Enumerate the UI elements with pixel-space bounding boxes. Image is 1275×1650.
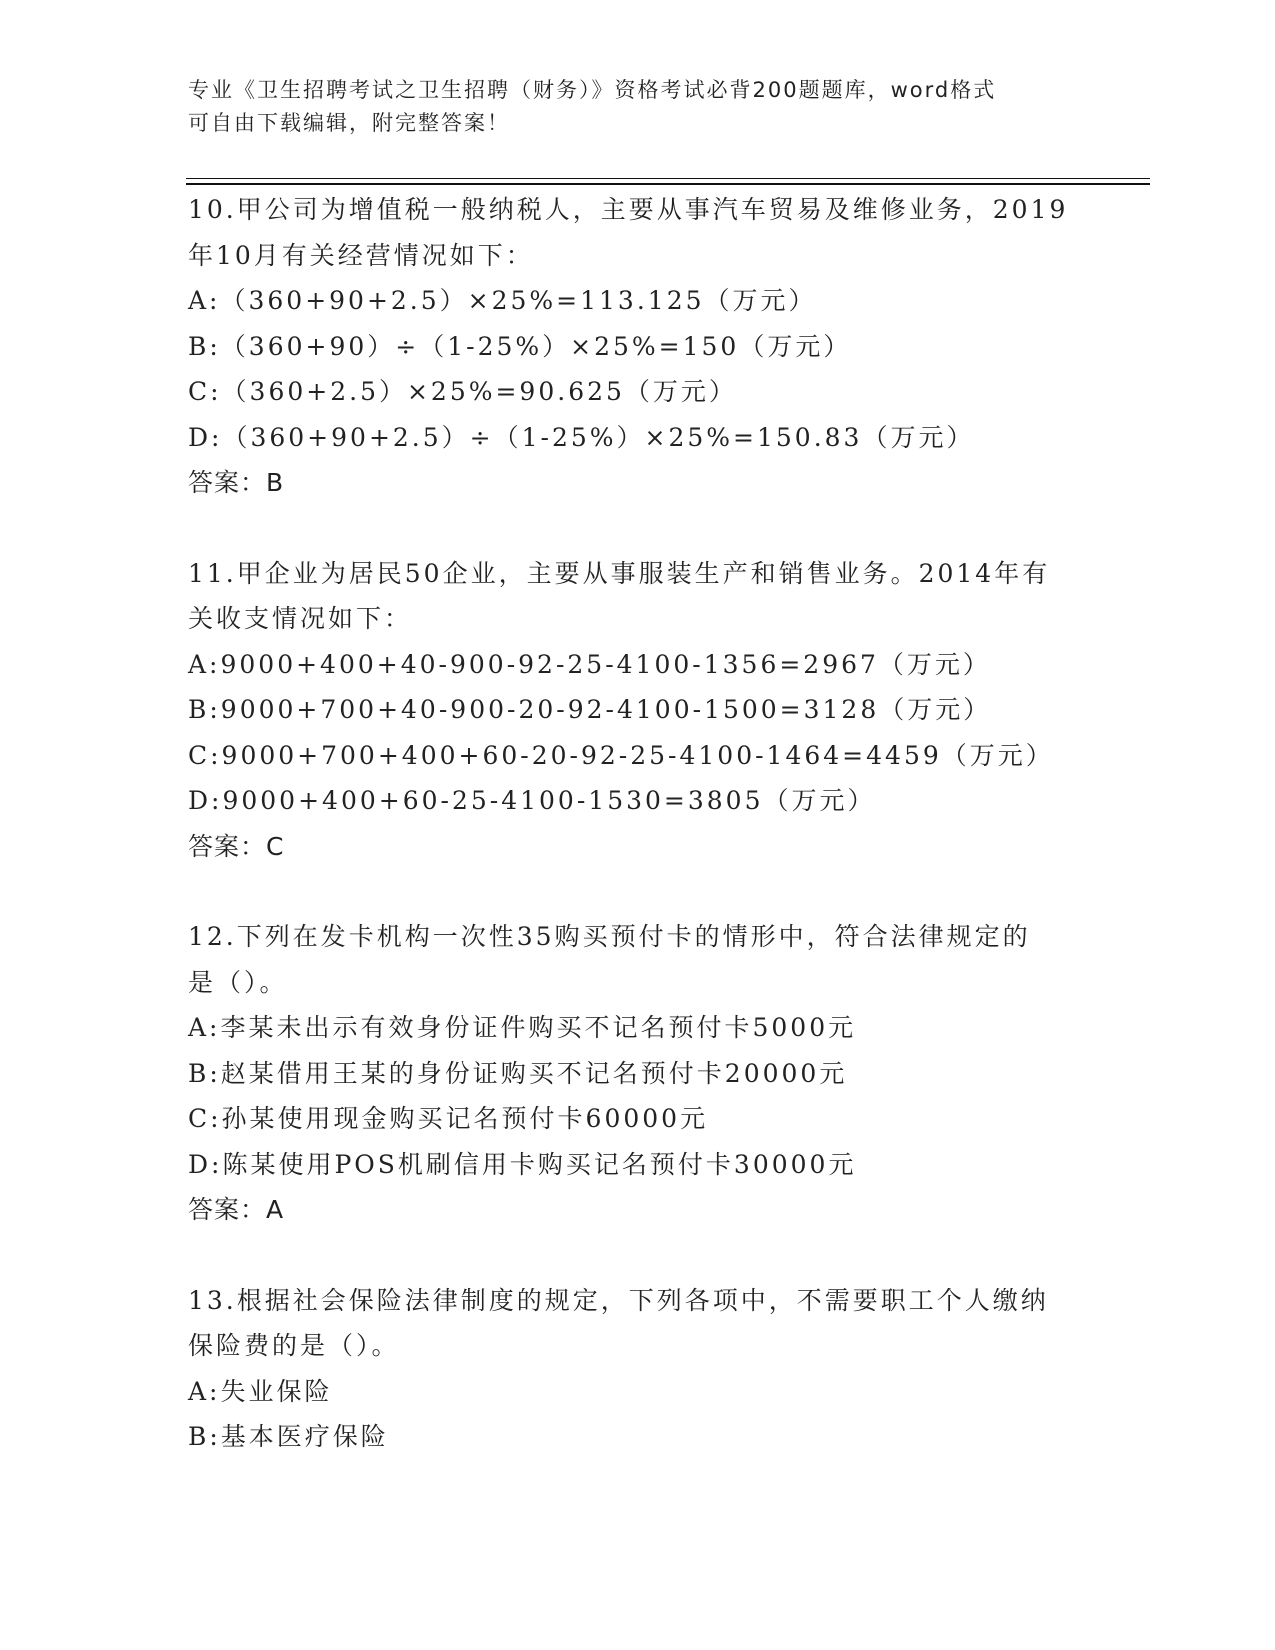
- answer-label: 答案：A: [188, 1195, 285, 1224]
- header-divider-thick: [186, 183, 1150, 185]
- question-list: [188, 187, 1088, 1505]
- answer-label: 答案：B: [188, 468, 285, 497]
- question-12: [188, 914, 1088, 1233]
- option-b: B:基本医疗保险: [188, 1422, 389, 1451]
- option-a: A:李某未出示有效身份证件购买不记名预付卡5000元: [188, 1013, 857, 1042]
- question-stem-line: 11.甲企业为居民50企业，主要从事服装生产和销售业务。2014年有: [188, 558, 1051, 588]
- question-10: [188, 187, 1088, 506]
- question-stem-line: 年10月有关经营情况如下：: [188, 240, 534, 270]
- question-stem-line: 保险费的是（）。: [188, 1331, 400, 1360]
- question-stem-line: 10.甲公司为增值税一般纳税人，主要从事汽车贸易及维修业务，2019: [188, 195, 1069, 224]
- header-line-1: 专业《卫生招聘考试之卫生招聘（财务）》资格考试必背200题题库，word格式: [188, 78, 997, 102]
- question-13: [188, 1278, 1088, 1460]
- option-b: B:（360+90）÷（1-25%）×25%=150（万元）: [188, 331, 852, 361]
- option-b: B:赵某借用王某的身份证购买不记名预付卡20000元: [188, 1058, 848, 1088]
- option-b: B:9000+700+40-900-20-92-4100-1500=3128（万元）: [188, 695, 992, 724]
- option-c: C:孙某使用现金购买记名预付卡60000元: [188, 1104, 709, 1133]
- option-c: C:9000+700+400+60-20-92-25-4100-1464=4459（万元）: [188, 740, 1054, 770]
- answer-label: 答案：C: [188, 831, 285, 861]
- question-stem-line: 是（）。: [188, 967, 288, 997]
- option-a: A:失业保险: [188, 1376, 333, 1406]
- header-line-2: 可自由下载编辑，附完整答案！: [188, 111, 510, 135]
- option-d: D:9000+400+60-25-4100-1530=3805（万元）: [188, 786, 876, 815]
- question-stem-line: 13.根据社会保险法律制度的规定，下列各项中，不需要职工个人缴纳: [188, 1285, 1049, 1315]
- option-c: C:（360+2.5）×25%=90.625（万元）: [188, 377, 737, 406]
- question-stem-line: 12.下列在发卡机构一次性35购买预付卡的情形中，符合法律规定的: [188, 922, 1031, 951]
- document-header: [188, 74, 1088, 140]
- option-a: A:9000+400+40-900-92-25-4100-1356=2967（万元）: [188, 649, 991, 679]
- header-divider-thin: [186, 178, 1150, 179]
- option-a: A:（360+90+2.5）×25%=113.125（万元）: [188, 286, 817, 315]
- option-d: D:陈某使用POS机刷信用卡购买记名预付卡30000元: [188, 1149, 857, 1179]
- option-d: D:（360+90+2.5）÷（1-25%）×25%=150.83（万元）: [188, 422, 975, 452]
- question-stem-line: 关收支情况如下：: [188, 604, 413, 633]
- question-11: [188, 551, 1088, 870]
